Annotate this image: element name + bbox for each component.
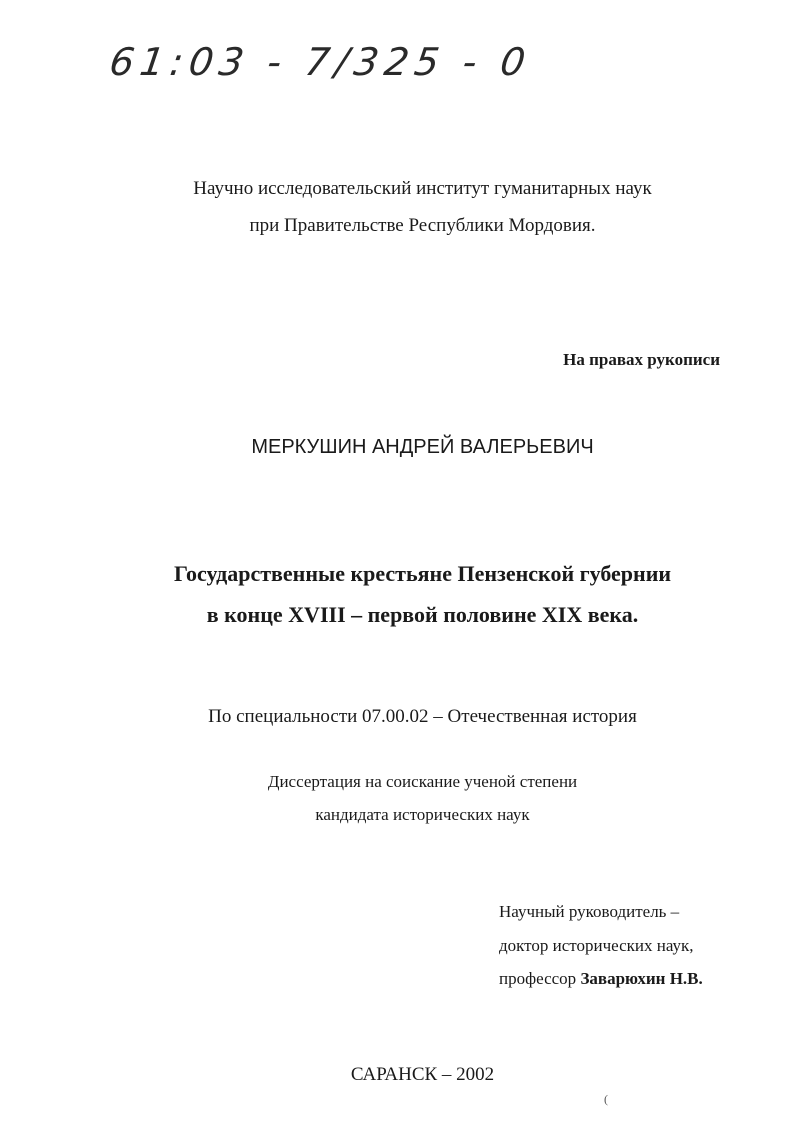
supervisor-name: Заварюхин Н.В.	[580, 969, 703, 988]
institution-line-2: при Правительстве Республики Мордовия.	[249, 215, 596, 236]
city-year: САРАНСК – 2002	[350, 1064, 495, 1085]
supervisor-line-2: доктор исторических наук,	[499, 936, 694, 955]
supervisor-title: профессор	[499, 969, 577, 988]
specialty-line: По специальности 07.00.02 – Отечественная история	[208, 706, 637, 727]
author-name: МЕРКУШИН АНДРЕЙ ВАЛЕРЬЕВИЧ	[251, 436, 594, 458]
institution-line-1: Научно исследовательский институт гуманитарных наук	[193, 178, 652, 199]
dissertation-line-2: кандидата исторических наук	[315, 805, 530, 824]
rights-note: На правах рукописи	[563, 350, 720, 369]
thesis-title-line-1: Государственные крестьяне Пензенской губернии	[173, 561, 672, 586]
supervisor-line-1: Научный руководитель –	[499, 902, 680, 921]
dissertation-line-1: Диссертация на соискание ученой степени	[267, 772, 578, 791]
scan-speck: (	[604, 1092, 608, 1106]
thesis-title-line-2: в конце XVIII – первой половине XIX века.	[206, 602, 639, 627]
handwritten-catalog-code: 61:03 - 7/325 - 0	[106, 40, 535, 84]
supervisor-line-3	[499, 969, 703, 989]
